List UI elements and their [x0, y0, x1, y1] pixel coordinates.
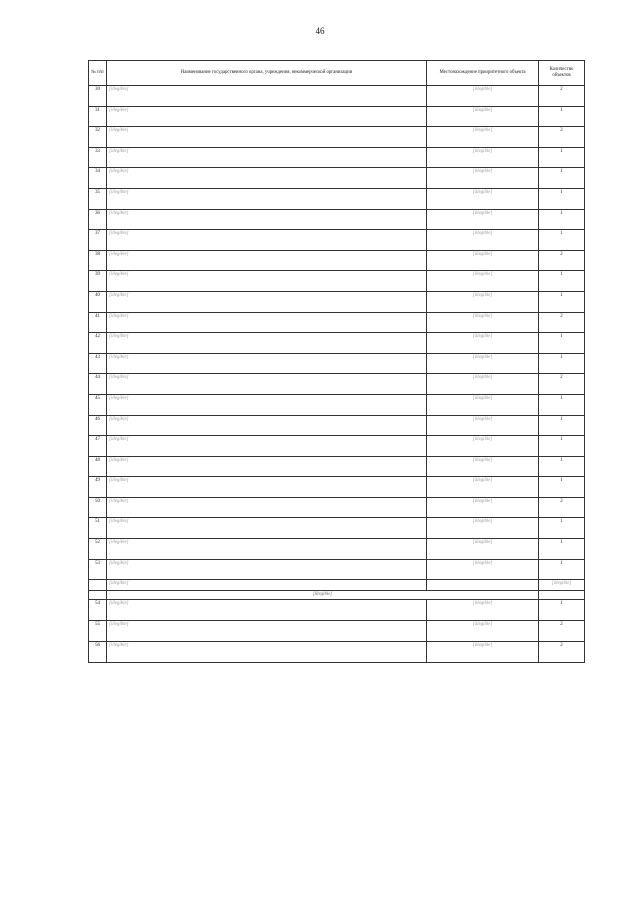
- row-organization-name: [illegible]: [107, 559, 427, 580]
- row-quantity: 1: [539, 477, 585, 498]
- table-row: [89, 86, 585, 107]
- row-organization-name: [illegible]: [107, 127, 427, 148]
- row-number: 56: [89, 641, 107, 662]
- row-quantity: 1: [539, 106, 585, 127]
- row-address: [illegible]: [427, 291, 539, 312]
- row-number: 52: [89, 539, 107, 560]
- row-number: 51: [89, 518, 107, 539]
- table-row: [89, 291, 585, 312]
- row-address: [illegible]: [427, 106, 539, 127]
- row-address: [illegible]: [427, 168, 539, 189]
- row-address: [illegible]: [427, 147, 539, 168]
- table-row: [89, 353, 585, 374]
- table-row: [89, 497, 585, 518]
- priority-objects-table: [88, 60, 585, 663]
- row-quantity: 1: [539, 230, 585, 251]
- row-quantity: 1: [539, 271, 585, 292]
- row-quantity: 1: [539, 147, 585, 168]
- row-organization-name: [illegible]: [107, 353, 427, 374]
- table-row: [89, 250, 585, 271]
- row-address: [illegible]: [427, 271, 539, 292]
- row-address: [illegible]: [427, 599, 539, 620]
- row-organization-name: [illegible]: [107, 477, 427, 498]
- row-organization-name: [illegible]: [107, 106, 427, 127]
- row-quantity: 1: [539, 518, 585, 539]
- header-name: Наименование государственного органа, учреждения, некоммерческой организации: [107, 61, 427, 86]
- row-number: 33: [89, 147, 107, 168]
- table-row: [89, 456, 585, 477]
- row-address: [illegible]: [427, 497, 539, 518]
- row-quantity: 1: [539, 539, 585, 560]
- row-organization-name: [illegible]: [107, 230, 427, 251]
- table-row: [89, 539, 585, 560]
- row-quantity: 2: [539, 641, 585, 662]
- row-address: [illegible]: [427, 353, 539, 374]
- table-row: [89, 147, 585, 168]
- table-row: [89, 312, 585, 333]
- row-organization-name: [illegible]: [107, 86, 427, 107]
- row-number: 55: [89, 620, 107, 641]
- row-quantity: 2: [539, 620, 585, 641]
- row-organization-name: [illegible]: [107, 641, 427, 662]
- total-quantity: [illegible]: [539, 580, 585, 591]
- table-row: [89, 477, 585, 498]
- row-number: 49: [89, 477, 107, 498]
- section-title: [illegible]: [107, 591, 539, 600]
- row-organization-name: [illegible]: [107, 168, 427, 189]
- row-number: 39: [89, 271, 107, 292]
- row-organization-name: [illegible]: [107, 147, 427, 168]
- row-quantity: 1: [539, 394, 585, 415]
- table-row: [89, 106, 585, 127]
- table-row: [89, 415, 585, 436]
- header-number: № п/п: [89, 61, 107, 86]
- table-row: [89, 188, 585, 209]
- row-quantity: 1: [539, 436, 585, 457]
- row-address: [illegible]: [427, 415, 539, 436]
- row-organization-name: [illegible]: [107, 518, 427, 539]
- row-number: 43: [89, 353, 107, 374]
- row-quantity: 1: [539, 353, 585, 374]
- row-quantity: 2: [539, 312, 585, 333]
- row-address: [illegible]: [427, 230, 539, 251]
- row-organization-name: [illegible]: [107, 436, 427, 457]
- row-organization-name: [illegible]: [107, 250, 427, 271]
- table-row: [89, 599, 585, 620]
- row-address: [illegible]: [427, 394, 539, 415]
- table-body: [89, 86, 585, 580]
- row-address: [illegible]: [427, 312, 539, 333]
- row-address: [illegible]: [427, 209, 539, 230]
- row-organization-name: [illegible]: [107, 333, 427, 354]
- table-row: [89, 394, 585, 415]
- row-number: 50: [89, 497, 107, 518]
- row-number: 45: [89, 394, 107, 415]
- row-number: 47: [89, 436, 107, 457]
- row-address: [illegible]: [427, 539, 539, 560]
- row-organization-name: [illegible]: [107, 620, 427, 641]
- row-number: 34: [89, 168, 107, 189]
- row-number: 54: [89, 599, 107, 620]
- table-row: [89, 518, 585, 539]
- row-address: [illegible]: [427, 518, 539, 539]
- row-organization-name: [illegible]: [107, 539, 427, 560]
- row-address: [illegible]: [427, 333, 539, 354]
- row-address: [illegible]: [427, 374, 539, 395]
- row-quantity: 2: [539, 86, 585, 107]
- row-quantity: 2: [539, 497, 585, 518]
- row-number: 37: [89, 230, 107, 251]
- row-address: [illegible]: [427, 250, 539, 271]
- table-row: [89, 271, 585, 292]
- row-number: 30: [89, 86, 107, 107]
- row-address: [illegible]: [427, 559, 539, 580]
- row-number: 35: [89, 188, 107, 209]
- row-number: 46: [89, 415, 107, 436]
- total-row: [89, 580, 585, 591]
- row-quantity: 1: [539, 188, 585, 209]
- row-quantity: 1: [539, 559, 585, 580]
- table-row: [89, 209, 585, 230]
- row-quantity: 2: [539, 250, 585, 271]
- row-organization-name: [illegible]: [107, 456, 427, 477]
- row-address: [illegible]: [427, 456, 539, 477]
- row-number: 31: [89, 106, 107, 127]
- table-row: [89, 620, 585, 641]
- header-address: Местонахождение приоритетного объекта: [427, 61, 539, 86]
- row-address: [illegible]: [427, 477, 539, 498]
- page-number: 46: [315, 26, 325, 36]
- table-header-row: [89, 61, 585, 86]
- table-row: [89, 127, 585, 148]
- row-quantity: 2: [539, 374, 585, 395]
- row-organization-name: [illegible]: [107, 599, 427, 620]
- row-number: 48: [89, 456, 107, 477]
- row-number: 36: [89, 209, 107, 230]
- row-number: 41: [89, 312, 107, 333]
- row-quantity: 1: [539, 415, 585, 436]
- row-organization-name: [illegible]: [107, 497, 427, 518]
- row-address: [illegible]: [427, 127, 539, 148]
- table-row: [89, 436, 585, 457]
- row-quantity: 2: [539, 127, 585, 148]
- row-quantity: 1: [539, 291, 585, 312]
- row-number: 40: [89, 291, 107, 312]
- row-address: [illegible]: [427, 620, 539, 641]
- table-body-section-2: [89, 599, 585, 662]
- row-quantity: 1: [539, 599, 585, 620]
- row-organization-name: [illegible]: [107, 291, 427, 312]
- row-address: [illegible]: [427, 641, 539, 662]
- table-row: [89, 374, 585, 395]
- row-number: 42: [89, 333, 107, 354]
- row-number: 38: [89, 250, 107, 271]
- row-organization-name: [illegible]: [107, 209, 427, 230]
- table-row: [89, 333, 585, 354]
- row-address: [illegible]: [427, 86, 539, 107]
- row-quantity: 1: [539, 456, 585, 477]
- table-row: [89, 559, 585, 580]
- row-quantity: 1: [539, 168, 585, 189]
- table-row: [89, 168, 585, 189]
- row-organization-name: [illegible]: [107, 394, 427, 415]
- row-organization-name: [illegible]: [107, 312, 427, 333]
- section-row: [89, 591, 585, 600]
- total-label: [illegible]: [107, 580, 427, 591]
- row-organization-name: [illegible]: [107, 374, 427, 395]
- row-address: [illegible]: [427, 188, 539, 209]
- row-organization-name: [illegible]: [107, 415, 427, 436]
- table-row: [89, 641, 585, 662]
- row-number: 44: [89, 374, 107, 395]
- row-number: 32: [89, 127, 107, 148]
- header-quantity: Количество объектов: [539, 61, 585, 86]
- row-organization-name: [illegible]: [107, 271, 427, 292]
- table-row: [89, 230, 585, 251]
- row-number: 53: [89, 559, 107, 580]
- row-quantity: 1: [539, 209, 585, 230]
- row-organization-name: [illegible]: [107, 188, 427, 209]
- row-quantity: 1: [539, 333, 585, 354]
- row-address: [illegible]: [427, 436, 539, 457]
